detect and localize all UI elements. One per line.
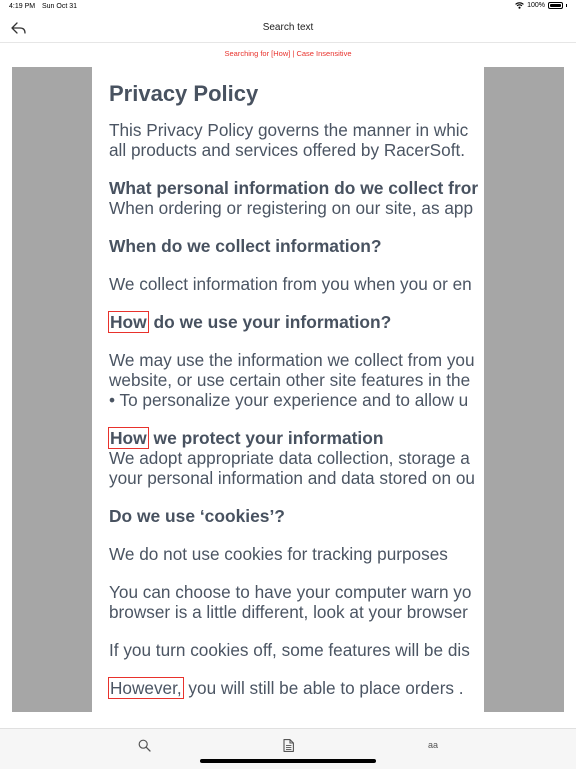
paragraph: You can choose to have your computer warn yo [109,582,472,602]
doc-title: Privacy Policy [109,81,259,106]
status-bar [0,0,576,14]
search-match-highlight[interactable]: How [110,428,147,448]
document-viewer[interactable] [12,67,564,712]
section-heading [109,428,484,448]
paragraph [109,678,484,698]
paragraph: • To personalize your experience and to allow u [109,390,469,410]
paragraph: We may use the information we collect from you [109,350,475,370]
search-button[interactable] [132,737,156,753]
status-right [515,2,567,9]
navigation-bar [0,14,576,43]
page-title: Search text [262,22,314,33]
battery-cap [566,4,567,7]
document-page [92,67,484,712]
paragraph: When ordering or registering on our site, as app [109,198,474,218]
search-status: Searching for [How] | Case Insensitive [224,49,352,58]
paragraph: If you turn cookies off, some features will be dis [109,640,470,660]
home-indicator[interactable] [200,759,376,763]
section-heading: Do we use ‘cookies’? [109,506,285,526]
battery-percent: 100% [527,2,545,9]
document-content [109,80,484,698]
paragraph: This Privacy Policy governs the manner in whic [109,120,469,140]
paragraph: website, or use certain other site features in the [109,370,471,390]
heading-text: we protect your information [148,428,384,448]
paragraph: We do not use cookies for tracking purposes [109,544,448,564]
section-heading: What personal information do we collect fror [109,178,479,198]
paragraph: all products and services offered by RacerSoft. [109,140,466,160]
document-icon [283,739,294,752]
wifi-icon [515,2,524,9]
paragraph: your personal information and data stored on ou [109,468,475,488]
magnifier-icon [138,739,151,752]
paragraph: We adopt appropriate data collection, storage a [109,448,470,468]
text-format-button[interactable]: aa [427,740,438,750]
status-time: 4:19 PM [9,3,36,10]
search-match-highlight[interactable]: How [110,312,147,332]
status-date: Sun Oct 31 [42,3,78,10]
search-match-highlight[interactable]: However, [110,678,182,698]
paragraph: We collect information from you when you or en [109,274,472,294]
paragraph-text: you will still be able to place orders . [183,678,464,698]
section-heading: When do we collect information? [109,236,382,256]
section-heading [109,312,484,332]
paragraph: browser is a little different, look at your browser [109,602,468,622]
battery-icon [548,2,563,9]
heading-text: do we use your information? [148,312,392,332]
document-button[interactable] [276,737,300,753]
